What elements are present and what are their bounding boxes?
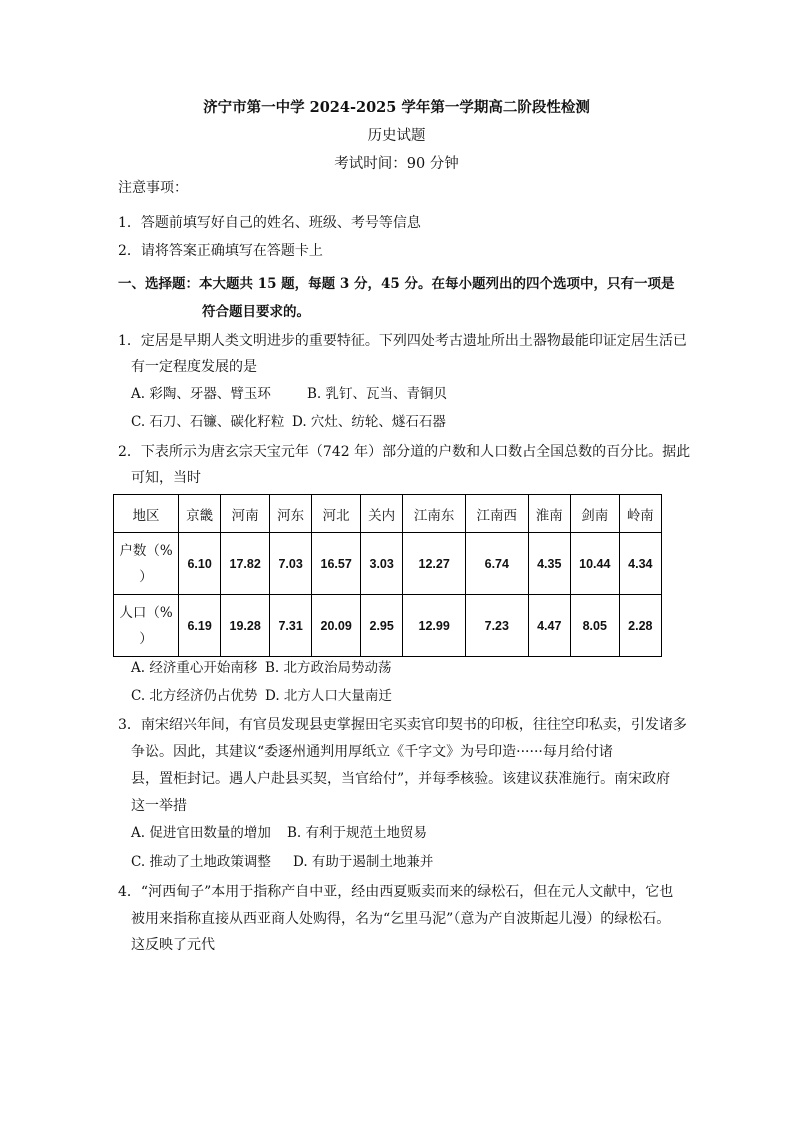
- table-cell: 12.27: [403, 533, 466, 595]
- q1-option-d: D. 穴灶、纺轮、燧石石器: [292, 414, 446, 430]
- table-cell: 19.28: [221, 595, 270, 657]
- table-row-population: [114, 595, 662, 657]
- q3-option-a: A. 促进官田数量的增加: [131, 825, 271, 841]
- table-cell: 12.99: [403, 595, 466, 657]
- table-header-cell: 河北: [312, 495, 361, 533]
- table-header-cell: 岭南: [619, 495, 661, 533]
- exam-subject: 历史试题: [367, 128, 426, 144]
- q3-stem-line2: 争讼。因此，其建议“委逐州通判用厚纸立《千字文》为号印造······每月给付诸: [131, 744, 613, 760]
- q4-stem-line3: 这反映了元代: [131, 937, 215, 953]
- table-cell: 17.82: [221, 533, 270, 595]
- q3-stem-line4: 这一举措: [131, 798, 187, 814]
- q4-stem-line2: 被用来指称直接从西亚商人处购得，名为“乞里马泥”（意为产自波斯起儿漫）的绿松石。: [131, 911, 671, 927]
- table-header-cell: 河南: [221, 495, 270, 533]
- q2-stem-line2: 可知，当时: [131, 470, 201, 486]
- q1-option-b: B. 乳钉、瓦当、青铜贝: [307, 386, 448, 402]
- table-cell: 10.44: [570, 533, 619, 595]
- q2-option-b: B. 北方政治局势动荡: [265, 660, 392, 676]
- q1-stem-line2: 有一定程度发展的是: [131, 359, 257, 375]
- note-item-2: 2．请将答案正确填写在答题卡上: [118, 243, 323, 259]
- q2-option-c: C. 北方经济仍占优势: [131, 688, 258, 704]
- exam-time: 考试时间：90 分钟: [334, 156, 459, 172]
- q3-option-d: D. 有助于遏制土地兼并: [293, 854, 434, 870]
- population-table: [113, 494, 662, 657]
- row-label-bottom: ）: [139, 568, 153, 585]
- table-cell: 8.05: [570, 595, 619, 657]
- table-cell: 7.31: [270, 595, 312, 657]
- table-cell: 7.03: [270, 533, 312, 595]
- row-label-top: 户数（%: [119, 542, 173, 559]
- table-cell: 4.34: [619, 533, 661, 595]
- exam-title: 济宁市第一中学 2024-2025 学年第一学期高二阶段性检测: [203, 99, 590, 116]
- table-cell: 3.03: [361, 533, 403, 595]
- q1-option-a: A. 彩陶、牙器、臂玉环: [131, 386, 271, 402]
- table-header-cell: 淮南: [528, 495, 570, 533]
- section-heading-cont: 符合题目要求的。: [202, 304, 310, 320]
- table-cell: 6.19: [179, 595, 221, 657]
- table-cell: 7.23: [465, 595, 528, 657]
- q4-stem-line1: 4．“河西甸子”本用于指称产自中亚，经由西夏贩卖而来的绿松石，但在元人文献中，它也: [118, 884, 674, 900]
- row-label-top: 人口（%: [119, 604, 173, 621]
- note-item-1: 1．答题前填写好自己的姓名、班级、考号等信息: [118, 215, 421, 231]
- table-row-households: [114, 533, 662, 595]
- row-label-bottom: ）: [139, 630, 153, 647]
- q3-stem-line1: 3．南宋绍兴年间，有官员发现县吏掌握田宅买卖官印契书的印板，往往空印私卖，引发诸多: [118, 717, 687, 733]
- q2-option-a: A. 经济重心开始南移: [131, 660, 258, 676]
- table-header-cell: 地区: [114, 495, 179, 533]
- section-heading: 一、选择题：本大题共 15 题，每题 3 分，45 分。在每小题列出的四个选项中，只有一项是: [118, 276, 675, 292]
- table-cell: 6.74: [465, 533, 528, 595]
- q3-stem-line3: 县，置柜封记。遇人户赴县买契，当官给付”，并每季核验。该建议获准施行。南宋政府: [131, 771, 671, 787]
- table-header-cell: 剑南: [570, 495, 619, 533]
- q1-stem-line1: 1．定居是早期人类文明进步的重要特征。下列四处考古遗址所出土器物最能印证定居生活已: [118, 333, 687, 349]
- table-cell: 16.57: [312, 533, 361, 595]
- table-header-cell: 关内: [361, 495, 403, 533]
- table-cell: 4.35: [528, 533, 570, 595]
- notes-heading: 注意事项：: [118, 180, 188, 196]
- table-cell: 6.10: [179, 533, 221, 595]
- table-cell: 2.95: [361, 595, 403, 657]
- table-cell: 4.47: [528, 595, 570, 657]
- row-label: [114, 533, 179, 595]
- table-cell: 20.09: [312, 595, 361, 657]
- q3-option-c: C. 推动了土地政策调整: [131, 854, 271, 870]
- table-header-cell: 江南东: [403, 495, 466, 533]
- q1-option-c: C. 石刀、石镰、碳化籽粒: [131, 414, 285, 430]
- q2-option-d: D. 北方人口大量南迁: [265, 688, 392, 704]
- row-label: [114, 595, 179, 657]
- q3-option-b: B. 有利于规范土地贸易: [287, 825, 428, 841]
- q2-stem-line1: 2．下表所示为唐玄宗天宝元年（742 年）部分道的户数和人口数占全国总数的百分比。据此: [118, 444, 691, 460]
- table-cell: 2.28: [619, 595, 661, 657]
- table-header-cell: 河东: [270, 495, 312, 533]
- table-header-cell: 京畿: [179, 495, 221, 533]
- table-header-row: [114, 495, 662, 533]
- table-header-cell: 江南西: [465, 495, 528, 533]
